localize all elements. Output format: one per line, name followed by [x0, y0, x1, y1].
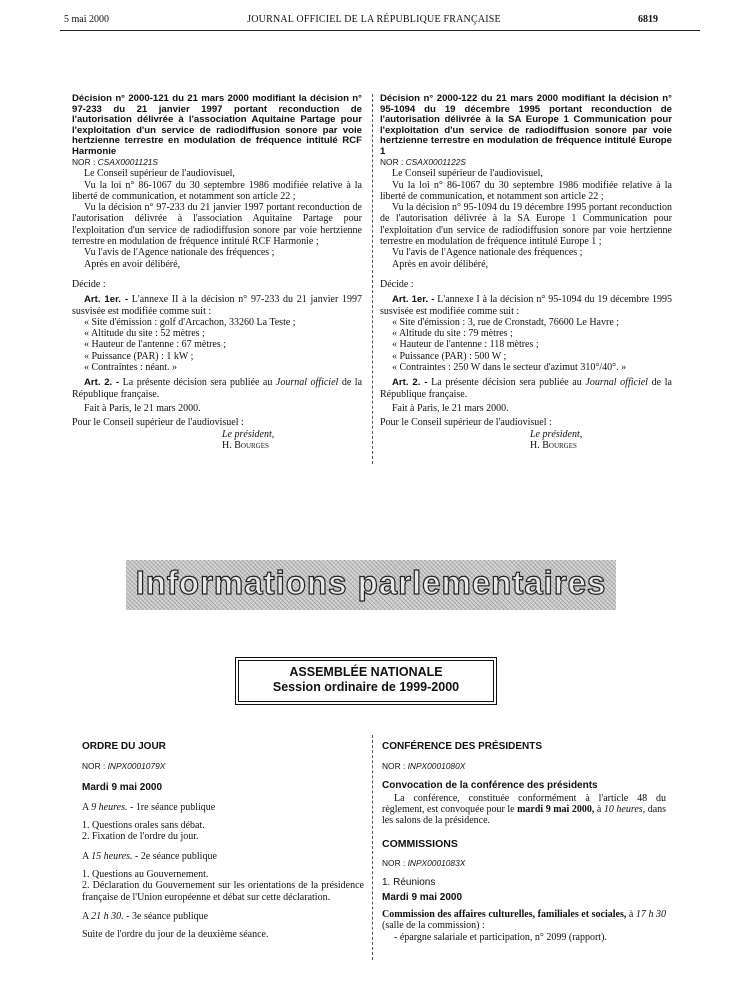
- ordre-du-jour-heading: ORDRE DU JOUR: [82, 741, 166, 752]
- decision-left-vu1: Vu la loi n° 86-1067 du 30 septembre 1986 modifiée relative à la liberté de communication, et notamment son article 22 ;: [72, 179, 362, 202]
- ordre-du-jour-day: Mardi 9 mai 2000: [82, 781, 163, 793]
- decision-right-vu1: Vu la loi n° 86-1067 du 30 septembre 1986 modifiée relative à la liberté de communication, et notamment son article 22 ;: [380, 179, 672, 202]
- header-title: JOURNAL OFFICIEL DE LA RÉPUBLIQUE FRANÇAISE: [247, 14, 501, 25]
- decision-right-apres: Après en avoir délibéré,: [392, 258, 489, 270]
- decision-right-fait: Fait à Paris, le 21 mars 2000.: [392, 402, 509, 414]
- decision-left-pour: Pour le Conseil supérieur de l'audiovisuel :: [72, 417, 244, 429]
- assembly-session: Session ordinaire de 1999-2000: [272, 680, 460, 694]
- decision-right-art1: Art. 1er. - L'annexe I à la décision n° 95-1094 du 19 décembre 1995 susvisée est modifiée comme suit :: [380, 294, 673, 317]
- assembly-box: [238, 660, 494, 702]
- decision-right-decide: Décide :: [380, 278, 414, 290]
- seance-1-item: 1. Questions orales sans débat.: [82, 820, 205, 832]
- decision-right-item: « Site d'émission : 3, rue de Cronstadt, 76600 Le Havre ;: [392, 316, 620, 328]
- ordre-du-jour: [82, 741, 364, 941]
- column-separator: [372, 94, 373, 464]
- ordre-du-jour-nor: NOR : INPX0001079X: [82, 761, 166, 772]
- decision-right-item: « Contraintes : 250 W dans le secteur d'azimut 310°/40°. »: [392, 362, 627, 374]
- header-date: 5 mai 2000: [64, 14, 109, 25]
- assembly-title: ASSEMBLÉE NATIONALE: [289, 665, 443, 679]
- conference-text: La conférence, constituée conformément à l'article 48 du règlement, est convoquée pour le mardi 9 mai 2000, à 10 heures, dans les salons de la présidence.: [382, 792, 667, 827]
- commission-entry: Commission des affaires culturelles, familiales et sociales, à 17 h 30 (salle de la commission) :: [382, 908, 667, 932]
- commissions-heading: COMMISSIONS: [382, 837, 458, 850]
- seance-3-text: Suite de l'ordre du jour de la deuxième séance.: [82, 929, 269, 941]
- conference-nor: NOR : INPX0001080X: [382, 761, 466, 772]
- decision-right-intro: Le Conseil supérieur de l'audiovisuel,: [392, 168, 543, 180]
- decision-left-title: Décision n° 2000-121 du 21 mars 2000 modifiant la décision n° 97-233 du 21 janvier 1997 portant reconduction de l'autorisation délivrée à l'association Aquitaine Partage pour l'exploitation d'un service de radiodiffusion sonore par voie hertzienne terrestre en modulation de fréquence intitulé RCF Harmonie: [72, 93, 362, 157]
- conference-subheading: Convocation de la conférence des présidents: [382, 779, 598, 791]
- decision-left-item: « Puissance (PAR) : 1 kW ;: [84, 350, 194, 362]
- decision-left-art2: Art. 2. - La présente décision sera publiée au Journal officiel de la République française.: [72, 377, 363, 400]
- decision-right-item: « Altitude du site : 79 mètres ;: [392, 328, 513, 340]
- decision-right-vu2: Vu la décision n° 95-1094 du 19 décembre 1995 portant reconduction de l'autorisation délivrée à la SA Europe 1 Communication pour l'exploitation d'un service de radiodiffusion sonore par voie hertzienne terrestre en modulation de fréquence intitulé Europe 1 ;: [380, 202, 672, 248]
- decision-left-art1: Art. 1er. - L'annexe II à la décision n° 97-233 du 21 janvier 1997 susvisée est modifiée comme suit :: [72, 294, 362, 317]
- decision-right-pour: Pour le Conseil supérieur de l'audiovisuel :: [380, 417, 552, 429]
- column-separator: [372, 735, 373, 960]
- header-page-number: 6819: [638, 14, 658, 25]
- conference-presidents: [382, 741, 666, 943]
- decision-left-role: Le président,: [222, 428, 275, 440]
- decision-left-fait: Fait à Paris, le 21 mars 2000.: [84, 402, 201, 414]
- conference-heading: CONFÉRENCE DES PRÉSIDENTS: [382, 741, 543, 752]
- decision-left-vu2: Vu la décision n° 97-233 du 21 janvier 1997 portant reconduction de l'autorisation délivrée à l'association Aquitaine Partage pour l'exploitation d'un service de radiodiffusion sonore par voie hertzienne terrestre en modulation de fréquence intitulé RCF Harmonie ;: [72, 202, 362, 248]
- decision-left-item: « Site d'émission : golf d'Arcachon, 33260 La Teste ;: [84, 316, 296, 328]
- header-rule: [60, 30, 700, 31]
- decision-right-vu3: Vu l'avis de l'Agence nationale des fréquences ;: [392, 247, 583, 259]
- decision-right-role: Le président,: [530, 428, 583, 440]
- decision-left-decide: Décide :: [72, 278, 106, 290]
- decision-left-item: « Altitude du site : 52 mètres ;: [84, 328, 205, 340]
- commissions-nor: NOR : INPX0001083X: [382, 858, 466, 869]
- decision-left-item: « Hauteur de l'antenne : 67 mètres ;: [84, 339, 227, 351]
- commissions-day: Mardi 9 mai 2000: [382, 891, 463, 903]
- decision-right-signature: H. Bourges: [530, 439, 577, 451]
- decision-right-item: « Puissance (PAR) : 500 W ;: [392, 350, 507, 362]
- decision-left-signature: H. Bourges: [222, 439, 269, 451]
- seance-2-item: 1. Questions au Gouvernement.: [82, 869, 209, 881]
- commission-item: - épargne salariale et participation, n° 2099 (rapport).: [394, 931, 607, 943]
- decision-left-apres: Après en avoir délibéré,: [84, 258, 181, 270]
- assembly-box-frame: [235, 657, 497, 705]
- decision-left-nor: NOR : CSAX0001121S: [72, 157, 158, 167]
- decision-left-intro: Le Conseil supérieur de l'audiovisuel,: [84, 168, 235, 180]
- decision-left: [72, 94, 362, 451]
- decision-right-art2: Art. 2. - La présente décision sera publiée au Journal officiel de la République française.: [380, 377, 672, 400]
- reunions-heading: 1. Réunions: [382, 877, 436, 889]
- decision-left-vu3: Vu l'avis de l'Agence nationale des fréquences ;: [84, 247, 275, 259]
- decision-left-item: « Contraintes : néant. »: [84, 362, 178, 374]
- decision-right: [380, 94, 672, 451]
- seance-1-item: 2. Fixation de l'ordre du jour.: [82, 831, 199, 843]
- section-banner-text: Informations parlementaires: [135, 564, 607, 601]
- seance-1-title: A 9 heures. - 1re séance publique: [82, 801, 216, 813]
- decision-right-title: Décision n° 2000-122 du 21 mars 2000 modifiant la décision n° 95-1094 du 19 décembre 1995 portant reconduction de l'autorisation délivrée à la SA Europe 1 Communication pour l'exploitation d'un service de radiodiffusion sonore par voie hertzienne terrestre en modulation de fréquence intitulé Europe 1: [380, 93, 672, 157]
- decision-right-nor: NOR : CSAX0001122S: [380, 157, 466, 167]
- seance-2-title: A 15 heures. - 2e séance publique: [82, 850, 217, 862]
- seance-2-item: 2. Déclaration du Gouvernement sur les orientations de la présidence française de l'Union européenne et débat sur cette déclaration.: [82, 880, 364, 903]
- seance-3-title: A 21 h 30. - 3e séance publique: [82, 910, 209, 922]
- section-banner: [126, 560, 616, 610]
- decision-right-item: « Hauteur de l'antenne : 118 mètres ;: [392, 339, 539, 351]
